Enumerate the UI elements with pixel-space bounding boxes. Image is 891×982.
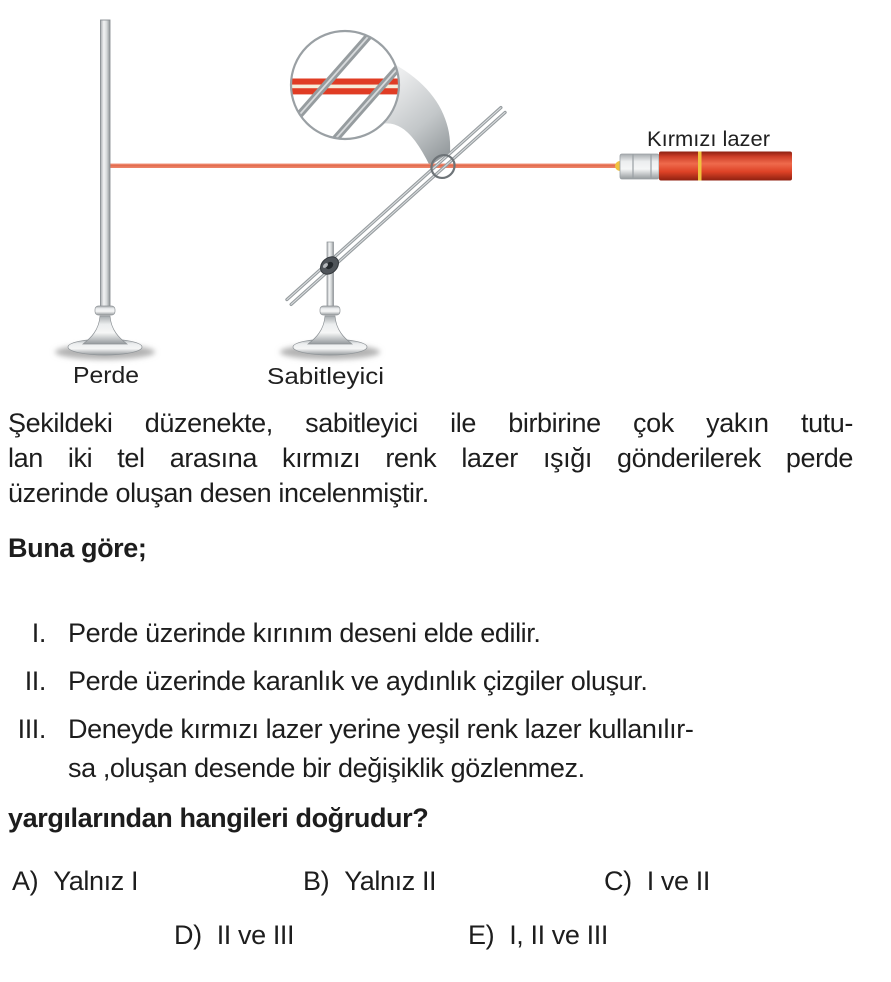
option-b <box>303 864 436 898</box>
laser-beam-core <box>110 165 620 166</box>
laser-pointer <box>615 152 792 181</box>
fixer-stand <box>280 306 380 360</box>
lead-text: Buna göre; <box>8 533 147 563</box>
laser-beam <box>110 164 620 168</box>
intro-line-3: üzerinde oluşan desen incelenmiştir. <box>8 478 429 508</box>
experiment-diagram <box>0 0 891 392</box>
laser-label: Kırmızı lazer <box>647 127 770 151</box>
option-e-text: I, II ve III <box>509 920 608 950</box>
item-3-text-line-2: sa ,oluşan desende bir değişiklik gözlenmez. <box>68 753 585 783</box>
option-b-text: Yalnız II <box>344 866 437 896</box>
question-prompt: yargılarından hangileri doğrudur? <box>8 803 429 833</box>
item-1-text: Perde üzerinde kırınım deseni elde edilir. <box>68 618 541 648</box>
wire-pair <box>287 108 505 305</box>
item-1-numeral: I. <box>31 618 46 648</box>
option-c-text: I ve II <box>646 866 710 896</box>
screen-pole <box>101 20 111 307</box>
laser-body <box>659 152 792 181</box>
option-e-letter: E) <box>468 920 495 950</box>
intro-line-2: lan iki tel arasına kırmızı renk lazer ışığı gönderilerek perde <box>8 443 853 473</box>
fixer-label: Sabitleyici <box>267 363 384 389</box>
intro-line-1: Şekildeki düzenekte, sabitleyici ile birbirine çok yakın tutu- <box>8 408 853 438</box>
option-d-text: II ve III <box>216 920 295 950</box>
option-c-letter: C) <box>604 866 632 896</box>
option-c <box>604 864 710 898</box>
option-e <box>468 918 608 952</box>
item-2-numeral: II. <box>24 666 46 696</box>
item-3-text-line-1: Deneyde kırmızı lazer yerine yeşil renk lazer kullanılır- <box>68 714 694 744</box>
option-a-letter: A) <box>12 866 39 896</box>
option-a-text: Yalnız I <box>53 866 139 896</box>
item-2-text: Perde üzerinde karanlık ve aydınlık çizgiler oluşur. <box>68 666 648 696</box>
item-3-numeral: III. <box>17 714 46 744</box>
laser-nozzle <box>620 154 659 179</box>
screen-label: Perde <box>73 362 139 388</box>
laser-body-ring <box>698 152 702 181</box>
wire-clamp <box>317 253 342 278</box>
option-d-letter: D) <box>174 920 202 950</box>
option-d <box>174 918 294 952</box>
screen-stand <box>55 306 155 360</box>
option-a <box>12 864 138 898</box>
option-b-letter: B) <box>303 866 330 896</box>
